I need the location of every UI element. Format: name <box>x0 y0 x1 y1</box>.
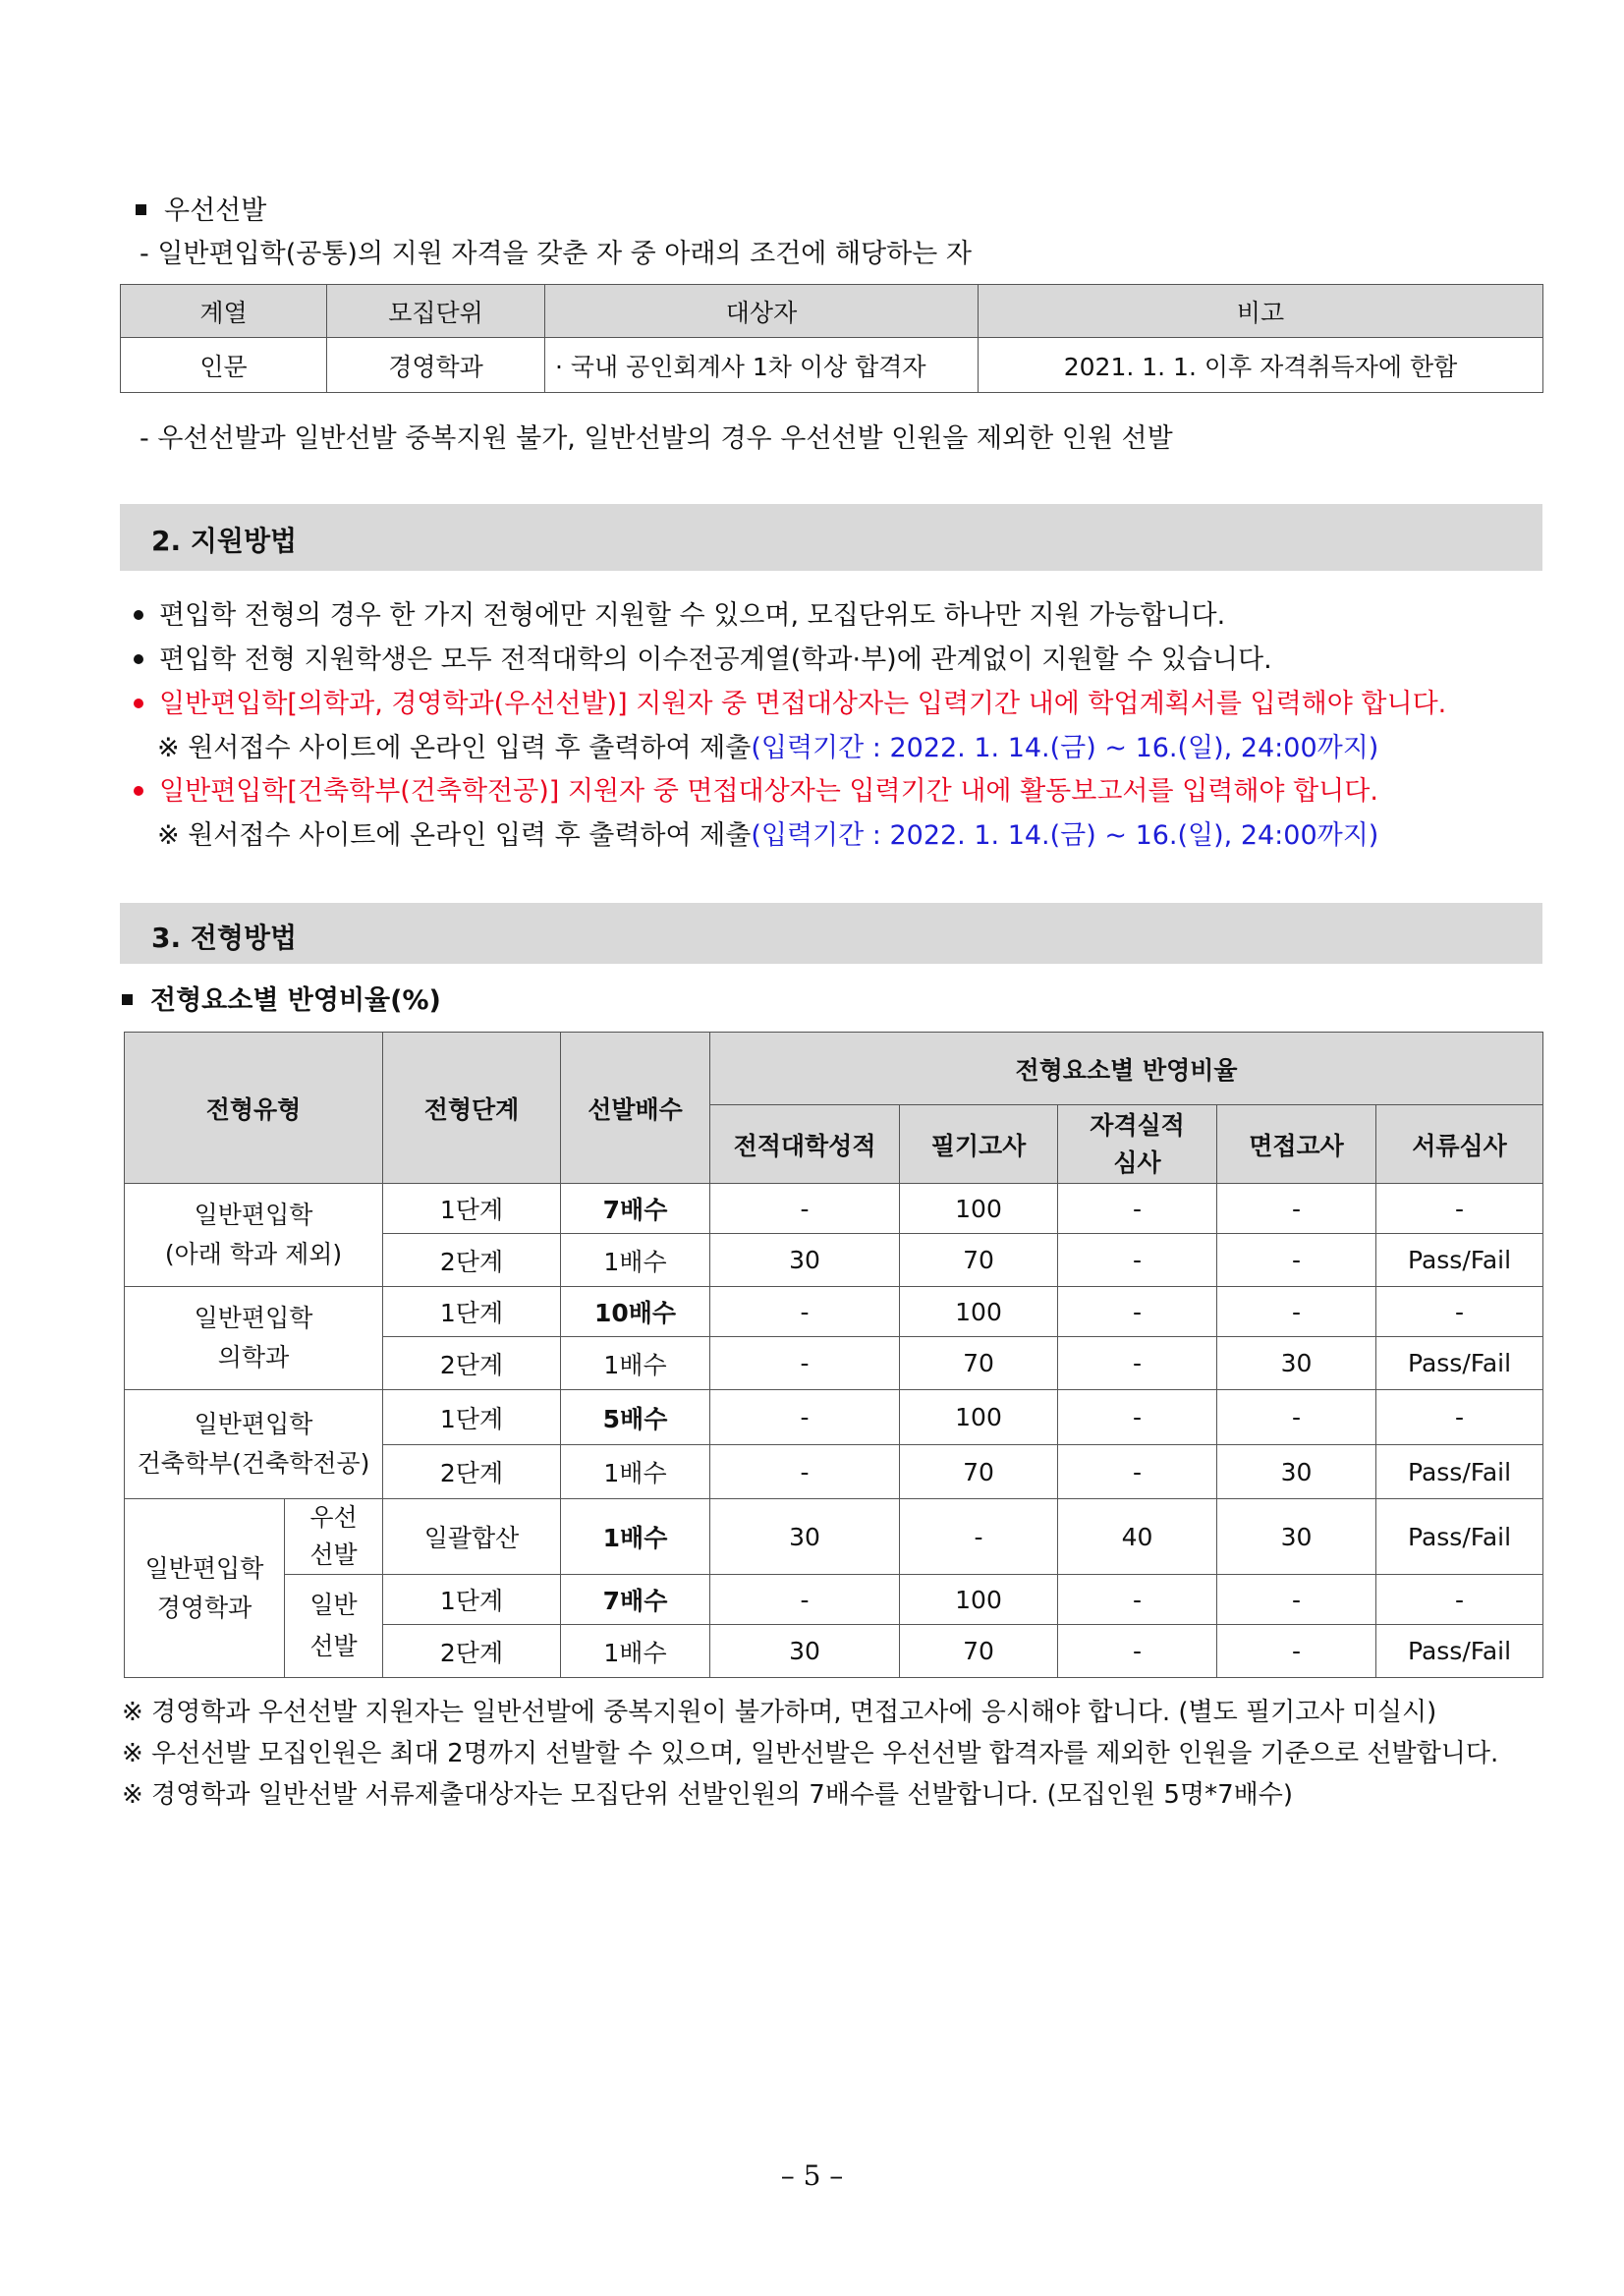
square-bullet-icon <box>122 994 133 1005</box>
table-cell: - <box>1376 1184 1543 1234</box>
list-item-note: ※ 원서접수 사이트에 온라인 입력 후 출력하여 제출(입력기간 : 2022. 1. 14.(금) ~ 16.(일), 24:00까지) <box>157 820 1379 851</box>
bullet-icon <box>134 786 143 796</box>
table-cell: 70 <box>900 1337 1058 1390</box>
table-cell: - <box>1058 1390 1217 1445</box>
table-cell: 7배수 <box>561 1575 710 1625</box>
table-cell: - <box>1217 1287 1376 1337</box>
header-type: 전형유형 <box>125 1033 383 1184</box>
table-cell: - <box>1217 1234 1376 1287</box>
table-cell: 2021. 1. 1. 이후 자격취득자에 한함 <box>979 338 1543 393</box>
group-name: 일반편입학 의학과 <box>125 1287 383 1390</box>
list-item-note: ※ 원서접수 사이트에 온라인 입력 후 출력하여 제출(입력기간 : 2022. 1. 14.(금) ~ 16.(일), 24:00까지) <box>157 733 1379 763</box>
table-cell: Pass/Fail <box>1376 1234 1543 1287</box>
header-cell: 면접고사 <box>1217 1105 1376 1184</box>
table-cell: 7배수 <box>561 1184 710 1234</box>
table-cell: - <box>1217 1184 1376 1234</box>
table-cell: 100 <box>900 1287 1058 1337</box>
section-title: 3. 전형방법 <box>151 922 298 954</box>
list-item: 일반편입학[건축학부(건축학전공)] 지원자 중 면접대상자는 입력기간 내에 활동보고서를 입력해야 합니다. <box>134 769 1378 808</box>
table-row <box>125 1287 1543 1337</box>
table-cell: - <box>710 1337 900 1390</box>
table-cell: 5배수 <box>561 1390 710 1445</box>
table-cell: 2단계 <box>383 1625 561 1678</box>
table-cell: - <box>1217 1575 1376 1625</box>
table-cell: 70 <box>900 1445 1058 1499</box>
square-bullet-icon <box>136 204 146 215</box>
table-cell: - <box>1376 1287 1543 1337</box>
table-row <box>125 1499 1543 1575</box>
table-cell: - <box>710 1287 900 1337</box>
footnote: ※ 경영학과 일반선발 서류제출대상자는 모집단위 선발인원의 7배수를 선발합니다. (모집인원 5명*7배수) <box>122 1780 1293 1810</box>
table-cell: 70 <box>900 1234 1058 1287</box>
bullet-icon <box>134 699 143 708</box>
table-cell: - <box>1058 1337 1217 1390</box>
header-cell: 필기고사 <box>900 1105 1058 1184</box>
table-cell: 1배수 <box>561 1445 710 1499</box>
table-cell: Pass/Fail <box>1376 1499 1543 1575</box>
header-cell: 모집단위 <box>327 285 545 338</box>
table-cell: - <box>710 1390 900 1445</box>
group-name: 일반편입학 건축학부(건축학전공) <box>125 1390 383 1499</box>
table-cell: 30 <box>710 1625 900 1678</box>
table-cell: - <box>1058 1234 1217 1287</box>
ratio-table <box>124 1032 1543 1678</box>
table-cell: 30 <box>710 1234 900 1287</box>
header-group: 전형요소별 반영비율 <box>710 1033 1543 1105</box>
table-cell: 2단계 <box>383 1445 561 1499</box>
table-cell: - <box>1376 1390 1543 1445</box>
section-title: 2. 지원방법 <box>151 525 298 557</box>
header-cell: 비고 <box>979 285 1543 338</box>
table-cell: 1배수 <box>561 1499 710 1575</box>
table-cell: - <box>1058 1445 1217 1499</box>
header-cell: 계열 <box>121 285 327 338</box>
table-cell: 30 <box>1217 1445 1376 1499</box>
table-cell: - <box>710 1445 900 1499</box>
table-cell: - <box>710 1575 900 1625</box>
header-stage: 전형단계 <box>383 1033 561 1184</box>
group-name: 일반편입학 (아래 학과 제외) <box>125 1184 383 1287</box>
table-cell: 30 <box>710 1499 900 1575</box>
table-cell: 10배수 <box>561 1287 710 1337</box>
priority-table <box>120 284 1543 393</box>
table-cell: 1배수 <box>561 1234 710 1287</box>
header-cell: 대상자 <box>545 285 979 338</box>
subgroup-general: 일반 선발 <box>285 1575 383 1678</box>
table-cell: 100 <box>900 1390 1058 1445</box>
table-cell: - <box>1376 1575 1543 1625</box>
list-item: 편입학 전형의 경우 한 가지 전형에만 지원할 수 있으며, 모집단위도 하나만 지원 가능합니다. <box>134 593 1225 632</box>
table-cell: - <box>1217 1625 1376 1678</box>
header-cell: 서류심사 <box>1376 1105 1543 1184</box>
table-cell: 1단계 <box>383 1390 561 1445</box>
table-cell: 40 <box>1058 1499 1217 1575</box>
header-multiplier: 선발배수 <box>561 1033 710 1184</box>
table-cell: 1배수 <box>561 1625 710 1678</box>
table-cell: - <box>1058 1287 1217 1337</box>
table-cell: 100 <box>900 1575 1058 1625</box>
list-item: 편입학 전형 지원학생은 모두 전적대학의 이수전공계열(학과·부)에 관계없이 지원할 수 있습니다. <box>134 638 1272 676</box>
table-cell: 70 <box>900 1625 1058 1678</box>
table-cell: 2단계 <box>383 1234 561 1287</box>
table-cell: 일괄합산 <box>383 1499 561 1575</box>
priority-note: - 우선선발과 일반선발 중복지원 불가, 일반선발의 경우 우선선발 인원을 제외한 인원 선발 <box>140 423 1173 454</box>
subgroup-priority: 우선 선발 <box>285 1499 383 1575</box>
table-cell: - <box>1058 1575 1217 1625</box>
table-cell: - <box>900 1499 1058 1575</box>
priority-desc: - 일반편입학(공통)의 지원 자격을 갖춘 자 중 아래의 조건에 해당하는 자 <box>140 239 972 269</box>
table-row <box>125 1575 1543 1625</box>
table-cell: 경영학과 <box>327 338 545 393</box>
table-cell: - <box>710 1184 900 1234</box>
table-cell: 1단계 <box>383 1575 561 1625</box>
table-cell: - <box>1217 1390 1376 1445</box>
table-cell: 30 <box>1217 1337 1376 1390</box>
footnote: ※ 경영학과 우선선발 지원자는 일반선발에 중복지원이 불가하며, 면접고사에 응시해야 합니다. (별도 필기고사 미실시) <box>122 1698 1437 1727</box>
header-cell: 자격실적 심사 <box>1058 1105 1217 1184</box>
table-cell: Pass/Fail <box>1376 1337 1543 1390</box>
table-cell: 100 <box>900 1184 1058 1234</box>
table-cell: Pass/Fail <box>1376 1445 1543 1499</box>
table-cell: · 국내 공인회계사 1차 이상 합격자 <box>545 338 979 393</box>
table-cell: 30 <box>1217 1499 1376 1575</box>
table-row <box>125 1390 1543 1445</box>
list-item: 일반편입학[의학과, 경영학과(우선선발)] 지원자 중 면접대상자는 입력기간 내에 학업계획서를 입력해야 합니다. <box>134 682 1446 720</box>
footnote: ※ 우선선발 모집인원은 최대 2명까지 선발할 수 있으며, 일반선발은 우선선발 합격자를 제외한 인원을 기준으로 선발합니다. <box>122 1739 1499 1768</box>
table-cell: 2단계 <box>383 1337 561 1390</box>
table-cell: 1배수 <box>561 1337 710 1390</box>
table-cell: 인문 <box>121 338 327 393</box>
bullet-icon <box>134 610 143 620</box>
table-cell: - <box>1058 1184 1217 1234</box>
table-cell: 1단계 <box>383 1287 561 1337</box>
group-name: 일반편입학 경영학과 <box>125 1499 285 1678</box>
header-cell: 전적대학성적 <box>710 1105 900 1184</box>
table-cell: 1단계 <box>383 1184 561 1234</box>
table-cell: - <box>1058 1625 1217 1678</box>
section3-subheading: 전형요소별 반영비율(%) <box>122 979 441 1017</box>
table-cell: Pass/Fail <box>1376 1625 1543 1678</box>
page-number: – 5 – <box>780 2159 844 2192</box>
section-2-header <box>120 504 1542 571</box>
priority-heading: 우선선발 <box>136 189 266 227</box>
table-row <box>125 1184 1543 1234</box>
bullet-icon <box>134 654 143 664</box>
section-3-header <box>120 903 1542 964</box>
